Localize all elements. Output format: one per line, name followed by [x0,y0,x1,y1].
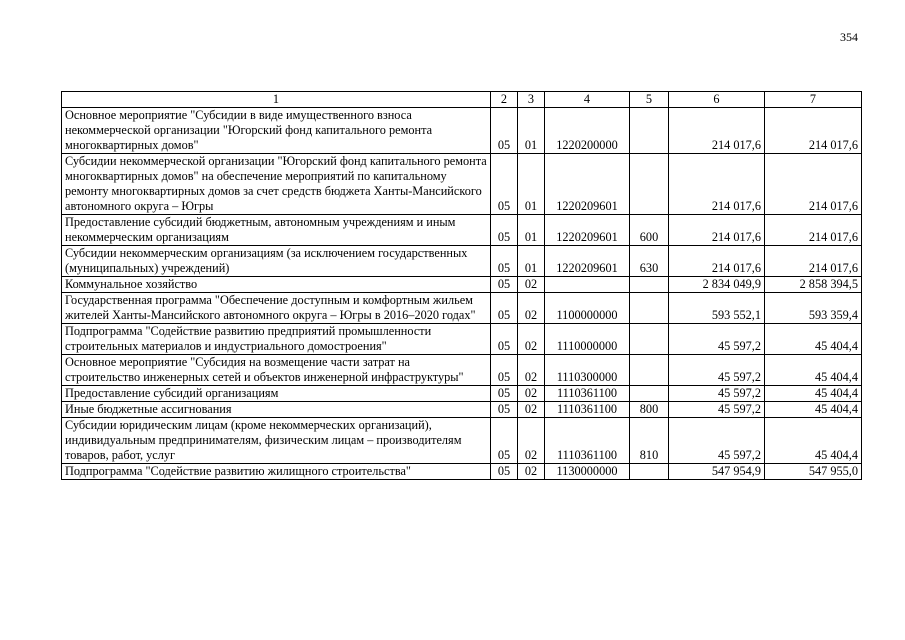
row-rz-cell: 05 [491,386,518,402]
header-cell: 6 [669,92,765,108]
table-row [62,402,862,418]
row-sum6-cell: 45 597,2 [669,324,765,355]
row-vr-cell [630,108,669,154]
row-csr-cell: 1110361100 [545,402,630,418]
row-vr-cell: 810 [630,418,669,464]
row-csr-cell: 1130000000 [545,464,630,480]
page-number: 354 [840,30,858,44]
row-rz-cell: 05 [491,154,518,215]
row-sum6-cell: 214 017,6 [669,108,765,154]
table-row [62,277,862,293]
row-csr-cell: 1100000000 [545,293,630,324]
row-pr-cell: 02 [518,402,545,418]
row-vr-cell: 600 [630,215,669,246]
row-vr-cell [630,324,669,355]
row-csr-cell [545,277,630,293]
header-cell: 2 [491,92,518,108]
row-sum6-cell: 593 552,1 [669,293,765,324]
row-vr-cell [630,386,669,402]
row-pr-cell: 01 [518,108,545,154]
row-rz-cell: 05 [491,108,518,154]
row-sum7-cell: 214 017,6 [765,246,862,277]
table-row [62,324,862,355]
header-cell: 3 [518,92,545,108]
row-sum6-cell: 45 597,2 [669,402,765,418]
row-sum6-cell: 2 834 049,9 [669,277,765,293]
row-name-cell: Субсидии юридическим лицам (кроме некоммерческих организаций), индивидуальным предпринимателям, физическим лицам – производителям товаров, работ, услуг [62,418,491,464]
row-pr-cell: 01 [518,215,545,246]
header-cell: 4 [545,92,630,108]
row-sum7-cell: 45 404,4 [765,418,862,464]
row-sum7-cell: 45 404,4 [765,402,862,418]
table-row [62,464,862,480]
row-sum7-cell: 593 359,4 [765,293,862,324]
row-sum6-cell: 214 017,6 [669,215,765,246]
row-csr-cell: 1110300000 [545,355,630,386]
row-csr-cell: 1220209601 [545,215,630,246]
row-sum7-cell: 2 858 394,5 [765,277,862,293]
row-sum7-cell: 214 017,6 [765,154,862,215]
header-cell: 1 [62,92,491,108]
row-sum7-cell: 45 404,4 [765,355,862,386]
row-sum6-cell: 45 597,2 [669,355,765,386]
row-rz-cell: 05 [491,418,518,464]
table-row [62,154,862,215]
row-sum6-cell: 547 954,9 [669,464,765,480]
row-name-cell: Основное мероприятие "Субсидия на возмещение части затрат на строительство инженерных сетей и объектов инженерной инфраструктуры" [62,355,491,386]
row-rz-cell: 05 [491,293,518,324]
row-vr-cell [630,293,669,324]
table-row [62,215,862,246]
row-pr-cell: 01 [518,246,545,277]
table-row [62,386,862,402]
row-pr-cell: 02 [518,386,545,402]
table-row [62,418,862,464]
row-name-cell: Государственная программа "Обеспечение доступным и комфортным жильем жителей Ханты-Мансийского автономного округа – Югры в 2016–2020 годах" [62,293,491,324]
table-row [62,355,862,386]
row-name-cell: Подпрограмма "Содействие развитию предприятий промышленности строительных материалов и индустриального домостроения" [62,324,491,355]
row-pr-cell: 02 [518,324,545,355]
row-name-cell: Подпрограмма "Содействие развитию жилищного строительства" [62,464,491,480]
row-pr-cell: 02 [518,277,545,293]
row-vr-cell: 800 [630,402,669,418]
row-csr-cell: 1110361100 [545,418,630,464]
row-vr-cell [630,154,669,215]
budget-table [61,91,862,480]
row-rz-cell: 05 [491,464,518,480]
row-vr-cell: 630 [630,246,669,277]
row-pr-cell: 02 [518,293,545,324]
row-rz-cell: 05 [491,215,518,246]
row-csr-cell: 1220209601 [545,154,630,215]
row-rz-cell: 05 [491,324,518,355]
row-sum6-cell: 45 597,2 [669,386,765,402]
row-sum7-cell: 214 017,6 [765,108,862,154]
row-pr-cell: 01 [518,154,545,215]
row-name-cell: Субсидии некоммерческой организации "Югорский фонд капитального ремонта многоквартирных домов" на обеспечение мероприятий по капитальному ремонту многоквартирных домов за счет средств бюджета Ханты-Мансийского автономного округа – Югры [62,154,491,215]
row-vr-cell [630,464,669,480]
row-name-cell: Иные бюджетные ассигнования [62,402,491,418]
row-rz-cell: 05 [491,355,518,386]
row-name-cell: Предоставление субсидий бюджетным, автономным учреждениям и иным некоммерческим организациям [62,215,491,246]
header-cell: 5 [630,92,669,108]
row-pr-cell: 02 [518,418,545,464]
row-name-cell: Субсидии некоммерческим организациям (за исключением государственных (муниципальных) учреждений) [62,246,491,277]
row-name-cell: Предоставление субсидий организациям [62,386,491,402]
header-cell: 7 [765,92,862,108]
row-name-cell: Основное мероприятие "Субсидии в виде имущественного взноса некоммерческой организации "Югорский фонд капитального ремонта многоквартирных домов" [62,108,491,154]
row-rz-cell: 05 [491,402,518,418]
table-header-row [62,92,862,108]
table-row [62,293,862,324]
row-sum7-cell: 45 404,4 [765,386,862,402]
row-csr-cell: 1220200000 [545,108,630,154]
row-sum6-cell: 214 017,6 [669,154,765,215]
table-row [62,246,862,277]
row-rz-cell: 05 [491,277,518,293]
row-pr-cell: 02 [518,464,545,480]
row-csr-cell: 1220209601 [545,246,630,277]
row-csr-cell: 1110000000 [545,324,630,355]
row-sum7-cell: 45 404,4 [765,324,862,355]
row-rz-cell: 05 [491,246,518,277]
row-sum6-cell: 214 017,6 [669,246,765,277]
row-sum7-cell: 547 955,0 [765,464,862,480]
row-sum6-cell: 45 597,2 [669,418,765,464]
row-sum7-cell: 214 017,6 [765,215,862,246]
row-name-cell: Коммунальное хозяйство [62,277,491,293]
row-csr-cell: 1110361100 [545,386,630,402]
table-row [62,108,862,154]
row-vr-cell [630,355,669,386]
row-vr-cell [630,277,669,293]
row-pr-cell: 02 [518,355,545,386]
